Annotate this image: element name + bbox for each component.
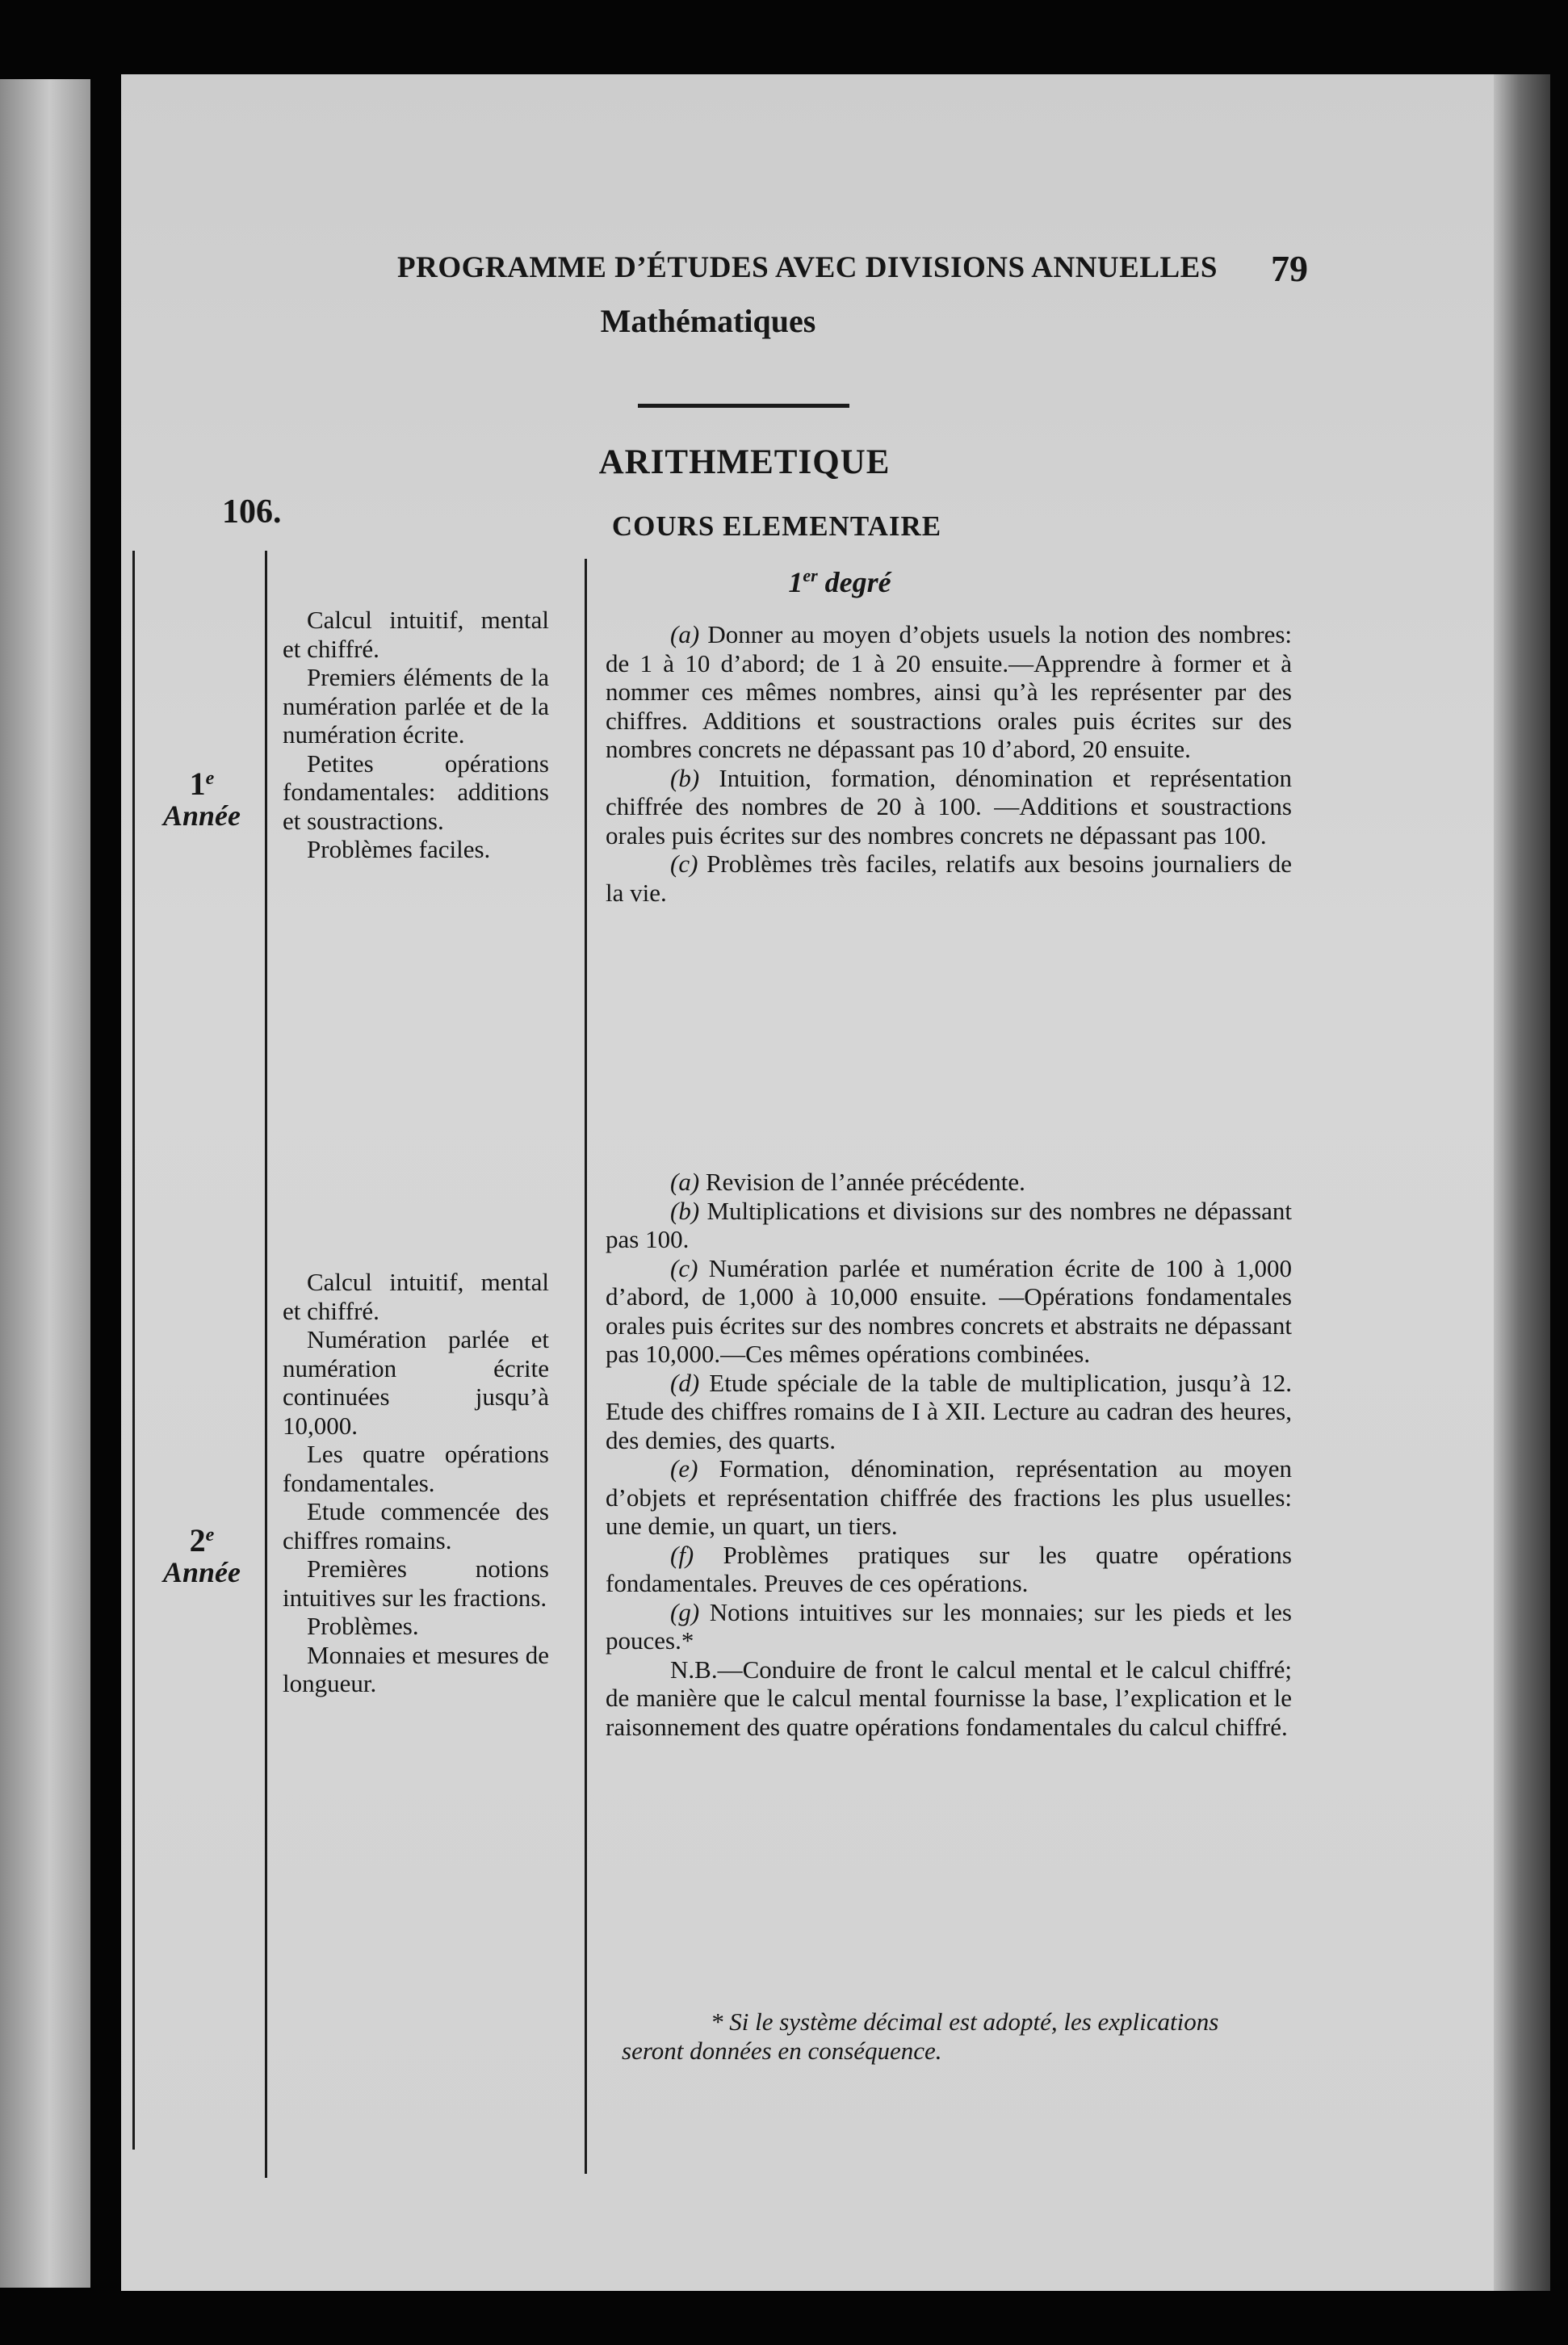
degree-label: [719, 565, 961, 599]
item-text: Problèmes très faciles, relatifs aux besoins journaliers de la vie.: [606, 849, 1292, 907]
page-binding-shadow: [1494, 74, 1550, 2291]
summary-item: Les quatre opérations fondamentales.: [283, 1440, 549, 1497]
item-text: Donner au moyen d’objets usuels la notion des nombres: de 1 à 10 d’abord; de 1 à 20 ensuite.—Apprendre à former et à nommer ces mêmes nombres, ainsi qu’à les représenter par des chiffres. Additions et soustractions orales puis écrites sur des nombres concrets ne dépassant pas 10 d’abord, 20 ensuite.: [606, 620, 1292, 763]
summary-item: Problèmes faciles.: [307, 835, 491, 863]
item-text: Multiplications et divisions sur des nombres ne dépassant pas 100.: [606, 1196, 1292, 1253]
item-text: Formation, dénomination, représentation au moyen d’objets et représentation chiffrée des fractions les plus usuelles: une demie, un quart, un tiers.: [606, 1454, 1292, 1540]
detail-item: [606, 620, 1292, 764]
summary-item: Etude commencée des chiffres romains.: [283, 1497, 549, 1554]
year-word: Année: [162, 1556, 241, 1588]
year-number: 2: [189, 1522, 206, 1558]
year-label-2: [153, 1524, 250, 1588]
detail-item: [606, 1541, 1292, 1598]
item-letter: (f): [670, 1540, 694, 1569]
item-letter: (d): [670, 1368, 700, 1397]
item-letter: (g): [670, 1597, 700, 1626]
item-text: Notions intuitives sur les monnaies; sur les pieds et les pouces.*: [606, 1597, 1292, 1655]
detail-item: [606, 764, 1292, 850]
summary-item: Premiers éléments de la numération parlée et de la numération écrite.: [283, 663, 549, 749]
detail-item: [606, 849, 1292, 907]
column-divider-middle: [265, 551, 267, 2178]
summary-item: Calcul intuitif, mental et chiffré.: [283, 1268, 549, 1325]
detail-item: [606, 1655, 1292, 1742]
year-number: 1: [189, 766, 206, 802]
year-2-summary: [283, 1268, 549, 1698]
item-text: Problèmes pratiques sur les quatre opérations fondamentales. Preuves de ces opérations.: [606, 1540, 1292, 1597]
item-letter: (a): [670, 1168, 700, 1196]
year-sup: e: [205, 1525, 215, 1546]
degree-number: 1: [788, 566, 803, 598]
section-number: 106.: [222, 493, 282, 531]
item-letter: (c): [670, 1253, 698, 1282]
book-page: [121, 74, 1542, 2291]
item-letter: (a): [670, 620, 700, 648]
year-2-details: [606, 1168, 1292, 1741]
item-text: Etude spéciale de la table de multiplication, jusqu’à 12. Etude des chiffres romains de I à XII. Lecture au cadran des heures, des demies, des quarts.: [606, 1368, 1293, 1454]
column-divider-right: [585, 559, 587, 2174]
column-divider-left: [132, 551, 135, 2150]
page-number: 79: [1271, 248, 1308, 289]
summary-item: Problèmes.: [307, 1612, 419, 1640]
detail-item: [606, 1168, 1292, 1197]
running-header: PROGRAMME D’ÉTUDES AVEC DIVISIONS ANNUELLES: [397, 251, 1218, 284]
degree-sup: er: [803, 565, 818, 585]
item-letter: (e): [670, 1454, 698, 1483]
title-rule: [638, 404, 849, 408]
year-sup: e: [205, 768, 215, 789]
detail-item: [606, 1598, 1292, 1655]
summary-item: Numération parlée et numération écrite continuées jusqu’à 10,000.: [283, 1325, 549, 1440]
degree-word: degré: [824, 566, 891, 598]
item-text: Intuition, formation, dénomination et représentation chiffrée des nombres de 20 à 100. —Additions et soustractions orales puis écrites sur des nombres concrets ne dépassant pas 100.: [606, 763, 1293, 849]
section-heading: ARITHMETIQUE: [598, 443, 891, 481]
item-text: Revision de l’année précédente.: [705, 1168, 1025, 1196]
year-1-details: [606, 620, 1292, 907]
year-word: Année: [162, 799, 241, 832]
item-text: Numération parlée et numération écrite de 100 à 1,000 d’abord, de 1,000 à 10,000 ensuite. —Opérations fondamentales orales puis écrites sur des nombres concrets et abstraits ne dépassant pas 10,000.—Ces mêmes opérations combinées.: [606, 1253, 1292, 1368]
detail-item: [606, 1454, 1292, 1541]
summary-item: Petites opérations fondamentales: additions et soustractions.: [283, 749, 549, 835]
summary-item: Premières notions intuitives sur les fractions.: [283, 1554, 549, 1612]
item-letter: (b): [670, 763, 700, 792]
footnote: * Si le système décimal est adopté, les explications seront données en conséquence.: [622, 2007, 1219, 2065]
detail-item: [606, 1369, 1292, 1455]
facing-page-edge: [0, 79, 90, 2288]
summary-item: Monnaies et mesures de longueur.: [283, 1640, 549, 1697]
item-letter: (b): [670, 1196, 700, 1225]
summary-item: Calcul intuitif, mental et chiffré.: [283, 606, 549, 663]
year-label-1: [153, 767, 250, 832]
year-1-summary: [283, 606, 549, 864]
section-subheading: COURS ELEMENTAIRE: [611, 510, 942, 542]
detail-item: [606, 1254, 1292, 1369]
detail-item: [606, 1197, 1292, 1254]
subject-title: Mathématiques: [600, 303, 816, 339]
item-letter: (c): [670, 849, 698, 878]
item-text: N.B.—Conduire de front le calcul mental et le calcul chiffré; de manière que le calcul mental fournisse la base, l’explication et le raisonnement des quatre opérations fondamentales du calcul chiffré.: [606, 1655, 1292, 1741]
